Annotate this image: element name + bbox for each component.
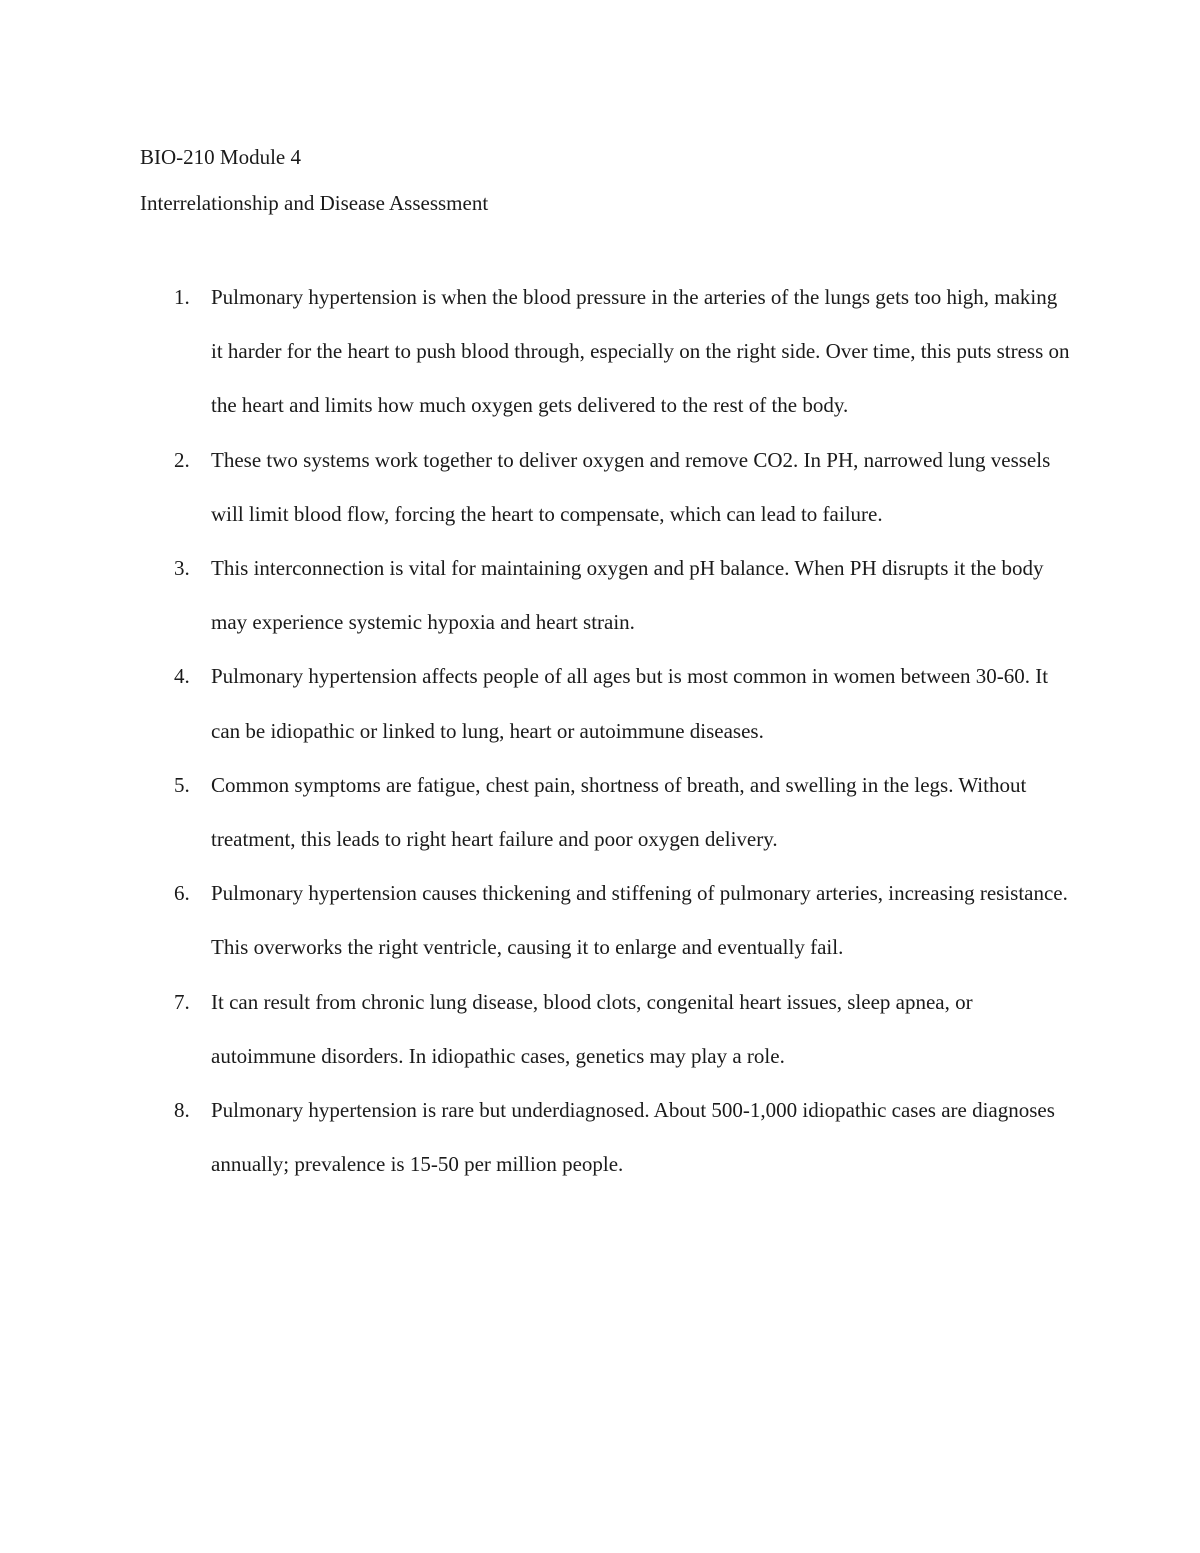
answer-text: Pulmonary hypertension causes thickening and stiffening of pulmonary arteries, increasing resistance. This overworks the right ventricle, causing it to enlarge and eventually fail. <box>211 881 1068 960</box>
answer-number: 5. <box>174 772 190 797</box>
answer-text: Pulmonary hypertension is rare but underdiagnosed. About 500-1,000 idiopathic cases are diagnoses annually; prevalence is 15-50 per million people. <box>211 1098 1055 1177</box>
answer-item-6 <box>0 866 1071 974</box>
answer-item-4 <box>0 649 1071 757</box>
answer-text: Common symptoms are fatigue, chest pain, shortness of breath, and swelling in the legs. Without treatment, this leads to right heart failure and poor oxygen delivery. <box>211 772 1027 852</box>
answer-text: Pulmonary hypertension is when the blood pressure in the arteries of the lungs gets too high, making it harder for the heart to push blood through, especially on the right side. Over time, this puts stress on the heart and limits how much oxygen gets delivered to the rest of the body. <box>211 285 1070 418</box>
assignment-title: Interrelationship and Disease Assessment <box>140 191 489 215</box>
answer-item-8 <box>0 1083 1071 1191</box>
answer-number: 4. <box>174 664 190 689</box>
answer-text: Pulmonary hypertension affects people of all ages but is most common in women between 30-60. It can be idiopathic or linked to lung, heart or autoimmune diseases. <box>211 664 1049 743</box>
answer-number: 8. <box>174 1098 190 1123</box>
answer-text: It can result from chronic lung disease, blood clots, congenital heart issues, sleep apnea, or autoimmune disorders. In idiopathic cases, genetics may play a role. <box>211 989 973 1068</box>
answer-number: 7. <box>174 989 190 1014</box>
answer-number: 6. <box>174 881 190 906</box>
answer-item-7 <box>0 975 1071 1083</box>
answer-item-5 <box>0 758 1071 866</box>
answer-number: 2. <box>174 447 190 472</box>
answer-number: 1. <box>174 285 190 309</box>
answer-text: These two systems work together to deliver oxygen and remove CO2. In PH, narrowed lung vessels will limit blood flow, forcing the heart to compensate, which can lead to failure. <box>211 447 1051 526</box>
answer-item-3 <box>0 541 1071 649</box>
answer-text: This interconnection is vital for maintaining oxygen and pH balance. When PH disrupts it the body may experience systemic hypoxia and heart strain. <box>211 556 1044 635</box>
course-heading: BIO-210 Module 4 <box>140 145 301 169</box>
answer-item-1 <box>0 270 1071 433</box>
answer-item-2 <box>0 433 1071 541</box>
answer-number: 3. <box>174 556 190 581</box>
answer-list <box>0 270 1200 1191</box>
